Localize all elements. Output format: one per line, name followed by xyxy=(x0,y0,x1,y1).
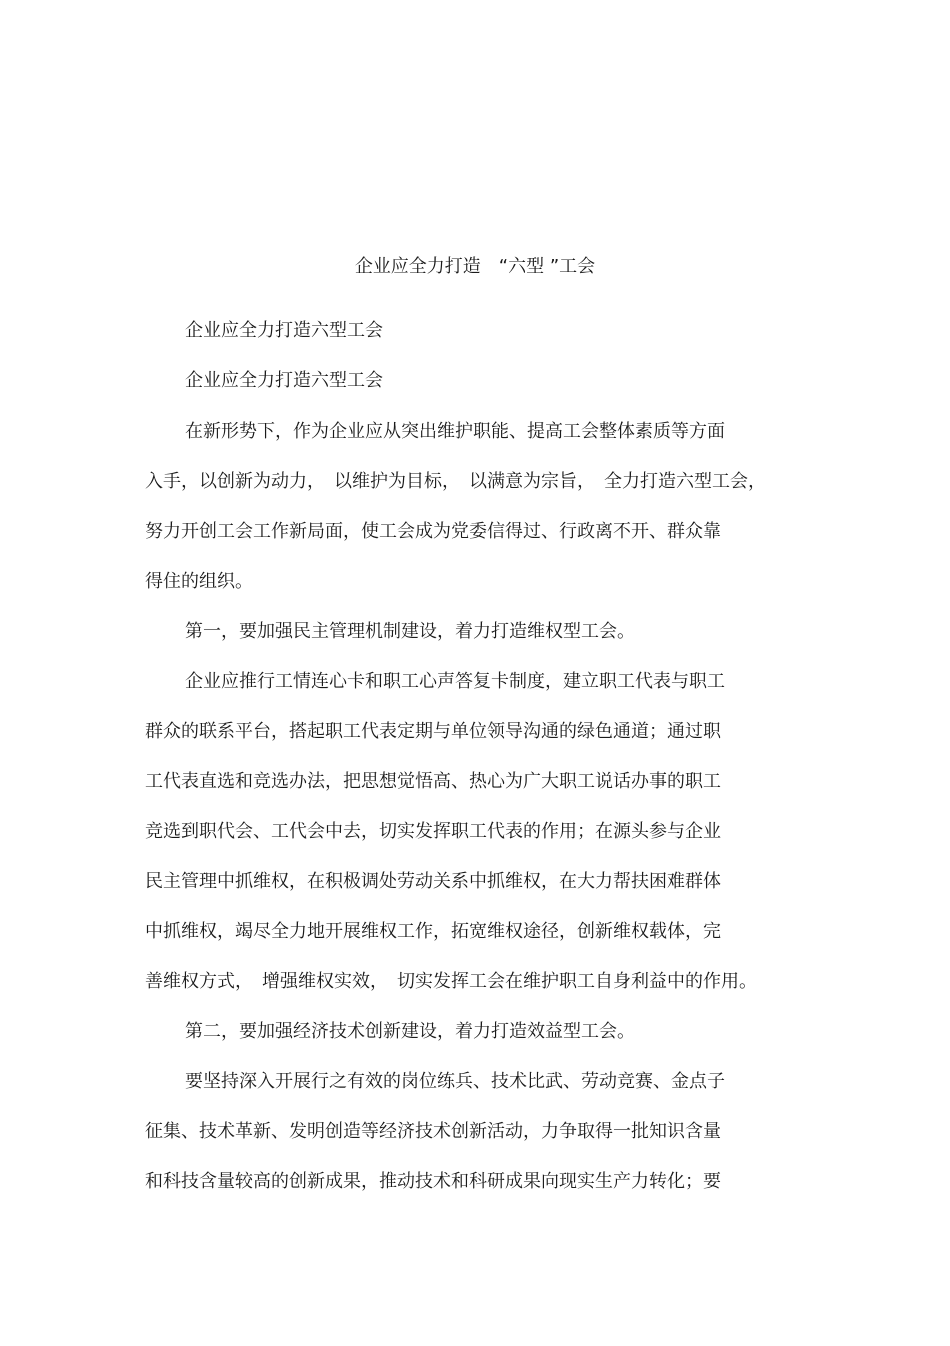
paragraph-line: 中抓维权，竭尽全力地开展维权工作，拓宽维权途径，创新维权载体，完 xyxy=(145,921,721,942)
paragraph-line: 第一，要加强民主管理机制建设，着力打造维权型工会。 xyxy=(185,621,635,642)
paragraph-line: 工代表直选和竞选办法，把思想觉悟高、热心为广大职工说话办事的职工 xyxy=(145,771,721,792)
paragraph-line: 企业应全力打造六型工会 xyxy=(185,320,383,341)
paragraph-line: 和科技含量较高的创新成果，推动技术和科研成果向现实生产力转化；要 xyxy=(145,1171,721,1192)
paragraph-line: 入手，以创新为动力， 以维护为目标， 以满意为宗旨， 全力打造六型工会， xyxy=(145,471,766,492)
paragraph-line: 努力开创工会工作新局面，使工会成为党委信得过、行政离不开、群众靠 xyxy=(145,521,721,542)
paragraph-line: 企业应推行工情连心卡和职工心声答复卡制度，建立职工代表与职工 xyxy=(185,671,725,692)
paragraph-line: 民主管理中抓维权，在积极调处劳动关系中抓维权，在大力帮扶困难群体 xyxy=(145,871,721,892)
paragraph-line: 第二，要加强经济技术创新建设，着力打造效益型工会。 xyxy=(185,1021,635,1042)
paragraph-line: 得住的组织。 xyxy=(145,571,253,592)
paragraph-line: 企业应全力打造六型工会 xyxy=(185,370,383,391)
paragraph-line: 要坚持深入开展行之有效的岗位练兵、技术比武、劳动竞赛、金点子 xyxy=(185,1071,725,1092)
paragraph-line: 群众的联系平台，搭起职工代表定期与单位领导沟通的绿色通道；通过职 xyxy=(145,721,721,742)
paragraph-line: 在新形势下，作为企业应从突出维护职能、提高工会整体素质等方面 xyxy=(185,421,725,442)
paragraph-line: 征集、技术革新、发明创造等经济技术创新活动，力争取得一批知识含量 xyxy=(145,1121,721,1142)
document-title: 企业应全力打造 “六型 ”工会 xyxy=(354,256,596,277)
paragraph-line: 竞选到职代会、工代会中去，切实发挥职工代表的作用；在源头参与企业 xyxy=(145,821,721,842)
paragraph-line: 善维权方式， 增强维权实效， 切实发挥工会在维护职工自身利益中的作用。 xyxy=(145,971,757,992)
